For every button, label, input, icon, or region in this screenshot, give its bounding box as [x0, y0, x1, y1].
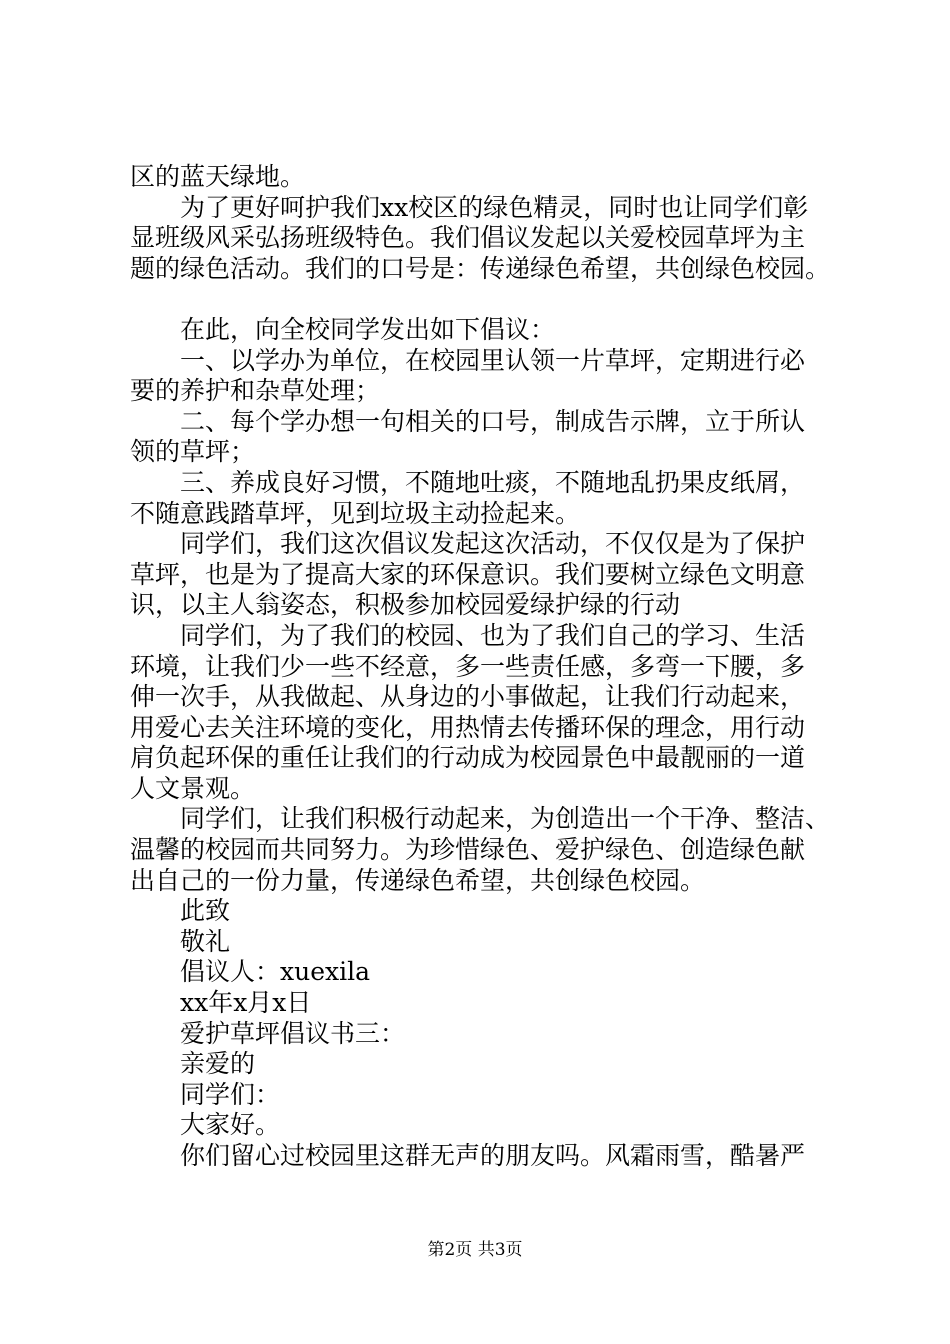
page-number: 第2页 共3页	[427, 1240, 523, 1260]
text-line: 同学们，我们这次倡议发起这次活动，不仅仅是为了保护	[180, 529, 806, 559]
text-line: 此致	[180, 896, 231, 926]
text-line: 用爱心去关注环境的变化，用热情去传播环保的理念，用行动	[130, 712, 806, 742]
text-line: 领的草坪；	[130, 437, 256, 467]
text-line: 题的绿色活动。我们的口号是：传递绿色希望，共创绿色校园。	[130, 253, 831, 283]
document-body	[130, 162, 860, 1172]
text-line: 识，以主人翁姿态，积极参加校园爱绿护绿的行动	[130, 590, 681, 620]
text-line: 三、养成良好习惯，不随地吐痰，不随地乱扔果皮纸屑，	[180, 467, 806, 497]
text-line: 出自己的一份力量，传递绿色希望，共创绿色校园。	[130, 865, 706, 895]
text-line: 为了更好呵护我们xx校区的绿色精灵，同时也让同学们彰	[180, 192, 809, 222]
text-line: 伸一次手，从我做起、从身边的小事做起，让我们行动起来，	[130, 682, 806, 712]
text-line: 显班级风采弘扬班级特色。我们倡议发起以关爱校园草坪为主	[130, 223, 806, 253]
text-line: 草坪，也是为了提高大家的环保意识。我们要树立绿色文明意	[130, 559, 806, 589]
text-line: 敬礼	[180, 926, 231, 956]
text-line: 同学们，让我们积极行动起来，为创造出一个干净、整洁、	[180, 804, 831, 834]
text-line: 大家好。	[180, 1110, 281, 1140]
text-line: 同学们，为了我们的校园、也为了我们自己的学习、生活	[180, 620, 806, 650]
text-line: 倡议人：xuexila	[180, 957, 370, 987]
text-line: 温馨的校园而共同努力。为珍惜绿色、爱护绿色、创造绿色献	[130, 835, 806, 865]
text-line: 环境，让我们少一些不经意，多一些责任感，多弯一下腰，多	[130, 651, 806, 681]
text-line: 在此，向全校同学发出如下倡议：	[180, 314, 556, 344]
text-line: 同学们：	[180, 1079, 281, 1109]
text-line: 人文景观。	[130, 773, 256, 803]
text-line: 你们留心过校园里这群无声的朋友吗。风霜雨雪，酷暑严	[180, 1141, 806, 1170]
text-line: 二、每个学办想一句相关的口号，制成告示牌，立于所认	[180, 406, 806, 436]
text-line: 肩负起环保的重任让我们的行动成为校园景色中最靓丽的一道	[130, 743, 806, 773]
text-line: 区的蓝天绿地。	[130, 162, 306, 191]
text-line: 不随意践踏草坪，见到垃圾主动捡起来。	[130, 498, 581, 528]
text-line: xx年x月x日	[180, 988, 312, 1018]
blank-line	[130, 284, 860, 315]
page-footer	[0, 1240, 950, 1260]
text-line: 一、以学办为单位，在校园里认领一片草坪，定期进行必	[180, 345, 806, 375]
text-line: 爱护草坪倡议书三：	[180, 1018, 406, 1048]
text-line: 亲爱的	[180, 1049, 256, 1079]
text-line: 要的养护和杂草处理；	[130, 376, 381, 406]
